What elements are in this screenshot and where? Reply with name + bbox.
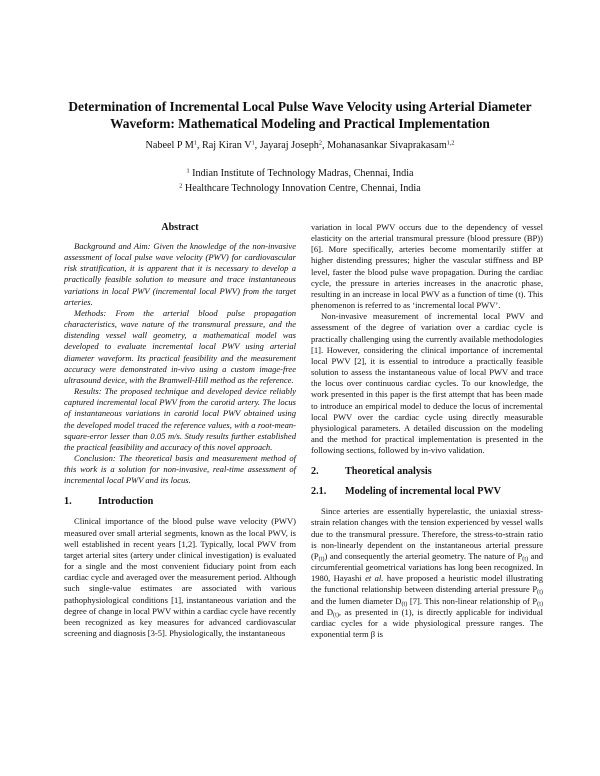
author-name: Jayaraj Joseph bbox=[259, 140, 319, 151]
affiliation-text: Indian Institute of Technology Madras, Chennai, India bbox=[192, 168, 414, 179]
author-affiliation-mark: 1,2 bbox=[446, 139, 455, 147]
author-affiliation-mark: 2 bbox=[318, 139, 322, 147]
abstract-conclusion: Conclusion: The theoretical basis and measurement method of this work is a solution for non-invasive, real-time assessment of incremental local PWV and its locus. bbox=[64, 452, 296, 486]
author-affiliation-mark: 1 bbox=[251, 139, 255, 147]
affiliation-number: 2 bbox=[179, 182, 183, 190]
section-number: 1. bbox=[64, 496, 72, 508]
affiliation-2 bbox=[40, 183, 560, 194]
modeling-paragraph: Since arteries are essentially hyperelastic, the uniaxial stress-strain relation changes with the tension experienced by vessel walls due to the transmural pressure. Therefore, the stress-to-strain ratio is non-linearly dependent on the instantaneous arterial pressure $(P_{(t)})$ and consequently the arterial geometry. The nature of $P_{(t)}$ and circumferential geometrical variations has long been recognized. In 1980, Hayashi et al. have proposed a heuristic model illustrating the functional relationship between distending arterial pressure $P_{(t)}$ and the lumen diameter $D_{(t)}$ [7]. This non-linear relationship of $P_{(t)}$ and $D_{(t)}$, as presented in (1), is directly applicable for individual cardiac cycles for a wide physiological pressure ranges. The exponential term β is bbox=[311, 506, 544, 639]
abstract-methods: Methods: From the arterial blood pulse propagation characteristics, wave nature of the transmural pressure, and the distending vessel wall geometry, a mathematical model was developed to evaluate incremental local PWV using arterial diameter waveform. Its practical feasibility and the measurement accuracy were demonstrated in-vivo using a custom image-free ultrasound device, with the Bramwell-Hill method as the reference. bbox=[64, 307, 296, 385]
section-heading-introduction bbox=[64, 496, 296, 509]
abstract-results: Results: The proposed technique and developed device reliably captured incremental local PWV from the carotid artery. The locus of instantaneous variations in carotid local PWV obtained using the developed model traced the reference values, with a root-mean-square-error lesser than 0.05 m/s. Study results further established the practical feasibility and accuracy of this novel approach. bbox=[64, 386, 296, 452]
author-name: Mohanasankar Sivaprakasam bbox=[327, 140, 447, 151]
abstract-heading: Abstract bbox=[161, 222, 199, 233]
body-paragraph: variation in local PWV occurs due to the dependency of vessel elasticity on the arterial transmural pressure (blood pressure (BP)) [6]. More specifically, arteries become momentarily stiffer at higher distending pressures; higher the vascular stiffness and BP level, faster the blood pulse wave propagation. During the cardiac cycle, the pressure in arteries increases in the anacrotic phase, resulting in an increase in local PWV as a function of time (t). This phenomenon is referred to as ‘incremental local PWV’. bbox=[311, 222, 543, 311]
affiliation-1 bbox=[40, 168, 560, 179]
right-column bbox=[311, 222, 543, 640]
section-number: 2. bbox=[311, 466, 319, 478]
paper-title: Determination of Incremental Local Pulse Wave Velocity using Arterial Diameter Waveform: Mathematical Modeling and Practical Implementation bbox=[68, 99, 532, 131]
section-title: Theoretical analysis bbox=[345, 466, 432, 478]
affiliation-number: 1 bbox=[186, 167, 190, 175]
affiliation-text: Healthcare Technology Innovation Centre, Chennai, India bbox=[184, 183, 421, 194]
body-paragraph: Non-invasive measurement of incremental local PWV and assessment of the degree of variation over a cardiac cycle is practically challenging using the currently available methodologies [1]. However, considering the clinical importance of incremental local PWV [2], it is essential to introduce a practically feasible solution to assess the instantaneous value of local PWV and trace the locus over continuous cardiac cycles. To our knowledge, the work presented in this paper is the first attempt that has been made to introduce an empirical model to deduce the locus of incremental local PWV over the cardiac cycle using directly measurable physiological parameters. A detailed discussion on the modeling and the method for practical implementation is presented in the following sections, followed by in-vivo validation. bbox=[311, 311, 543, 456]
section-heading-theoretical-analysis bbox=[311, 466, 543, 479]
left-column bbox=[64, 222, 296, 639]
subsection-title: Modeling of incremental local PWV bbox=[345, 486, 501, 498]
author-name: Nabeel P M bbox=[145, 140, 194, 151]
subsection-number: 2.1. bbox=[311, 486, 327, 498]
abstract-background: Background and Aim: Given the knowledge of the non-invasive assessment of local pulse wave velocity (PWV) for cardiovascular risk stratification, it is apparent that it is necessary to develop a practically feasible solution to measure and trace instantaneous variations in local PWV (incremental local PWV) from the target arteries. bbox=[64, 241, 296, 307]
author-affiliation-mark: 1 bbox=[193, 139, 197, 147]
section-title: Introduction bbox=[98, 496, 154, 508]
subsection-heading-modeling bbox=[311, 486, 543, 499]
abstract-body bbox=[64, 241, 296, 486]
author-name: Raj Kiran V bbox=[201, 140, 252, 151]
intro-paragraph: Clinical importance of the blood pulse wave velocity (PWV) measured over small arterial segments, known as the local PWV, is well established in recent years [1,2]. Typically, local PWV from target arterial sites (artery under clinical investigation) is evaluated for a single and the most convenient fiduciary point from each cardiac cycle and averaged over the measurement period. Although such single-value estimates are associated with various pathophysiological conditions [1], instantaneous variation and the degree of change in local PWV within a cardiac cycle have recently been recognized as key measures for advanced cardiovascular screening and diagnosis [3-5]. Physiologically, the instantaneous bbox=[64, 516, 296, 638]
author-list: Nabeel P $M^1$, Raj Kiran $V^1$, Jayaraj Joseph$^2$, Mohanasankar Sivaprakasam$^{1,2}$ bbox=[145, 139, 455, 151]
